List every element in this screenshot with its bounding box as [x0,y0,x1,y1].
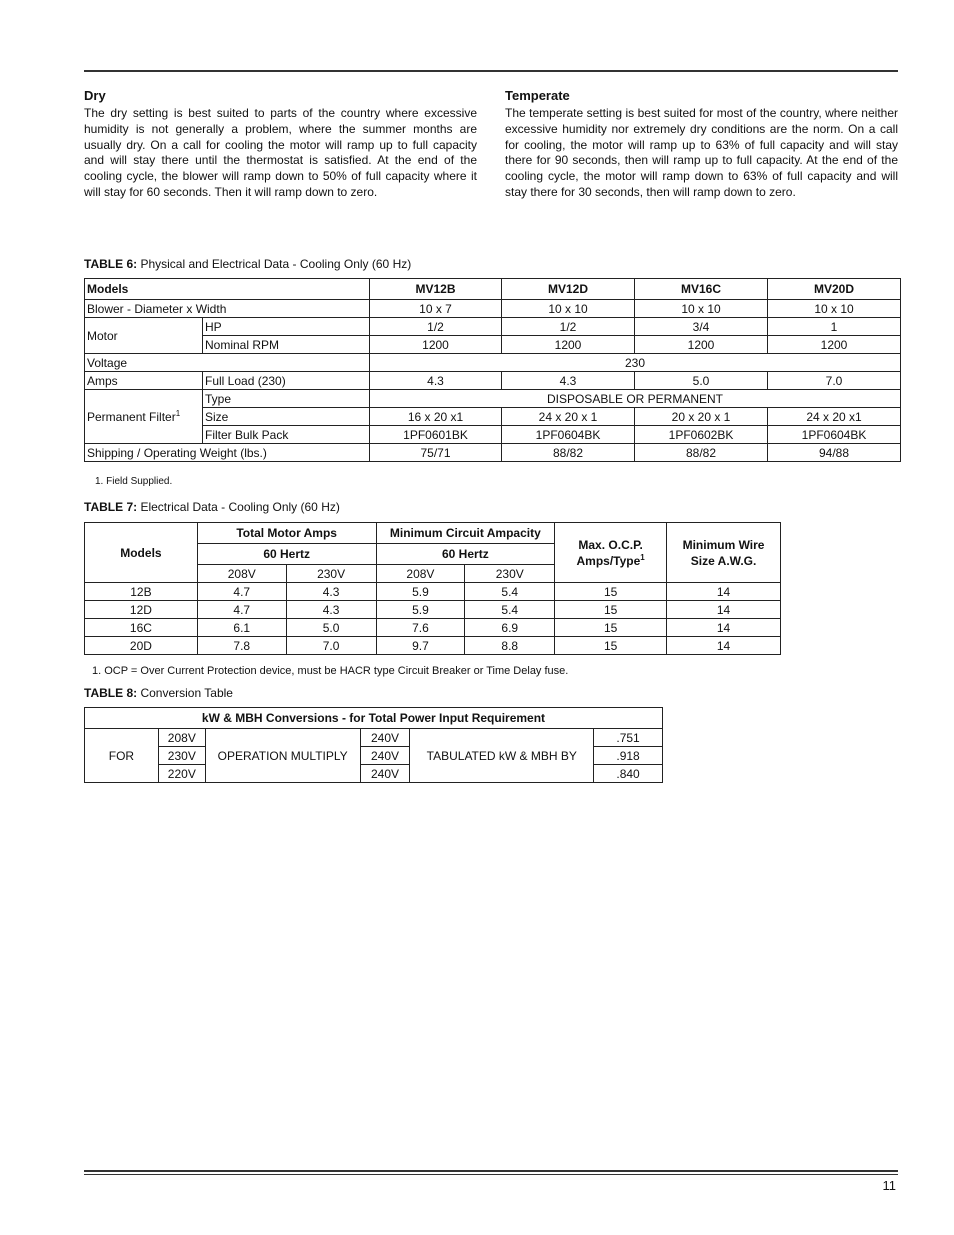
table-row [85,637,781,655]
t6-hp-label: HP [203,318,370,336]
t7-cell: 14 [667,601,781,619]
t7-voltage-header: 208V [376,565,465,583]
table6-label: TABLE 6: [84,257,138,271]
t6-cell: 1PF0604BK [502,426,635,444]
t6-filter-label [85,390,203,444]
t7-cell: 5.9 [376,583,465,601]
t6-model: MV16C [635,279,768,300]
t6-type-value: DISPOSABLE OR PERMANENT [370,390,901,408]
t6-filter-sup: 1 [175,408,181,418]
t6-bulk-label: Filter Bulk Pack [203,426,370,444]
t6-model: MV20D [768,279,901,300]
t6-models-header: Models [85,279,370,300]
t7-cell: 14 [667,637,781,655]
table6-caption [84,257,411,271]
t6-voltage-value: 230 [370,354,901,372]
t7-cell: 5.0 [286,619,376,637]
t7-voltage-header: 230V [286,565,376,583]
t6-cell: 3/4 [635,318,768,336]
t7-ocp-line2-text: Amps/Type [576,553,641,568]
t7-cell: 4.3 [286,601,376,619]
t6-size-label: Size [203,408,370,426]
t7-ocp-line1: Max. O.C.P. [578,537,643,552]
t6-cell: 75/71 [370,444,502,462]
t6-cell: 20 x 20 x 1 [635,408,768,426]
t7-ocp-line2 [557,553,664,569]
t8-header: kW & MBH Conversions - for Total Power Input Requirement [85,708,663,729]
t6-cell: 10 x 10 [502,300,635,318]
t8-for: FOR [85,729,159,783]
t7-mca-header: Minimum Circuit Ampacity [376,523,555,544]
t6-cell: 7.0 [768,372,901,390]
t8-voltage: 208V [158,729,205,747]
page-number: 11 [882,1178,896,1193]
t6-cell: 1/2 [370,318,502,336]
table8-title: Conversion Table [140,686,233,700]
t7-cell: 14 [667,619,781,637]
t6-cell: 1 [768,318,901,336]
t7-ocp-sup: 1 [640,552,645,562]
t7-voltage-header: 208V [197,565,286,583]
t6-cell: 16 x 20 x1 [370,408,502,426]
t8-voltage: 240V [360,747,410,765]
temperate-body: The temperate setting is best suited for most of the country, where neither excessive humidity nor extremely dry conditions are the norm. On a call for cooling, the motor will ramp up to 63% of full capacity and will stay there for 90 seconds, then will ramp up to full capacity. At the end of the cooling cycle, the motor will ramp down to 63% of full capacity and will stay there for 30 seconds, then will ramp down to zero. [505,106,898,199]
t6-cell: 1200 [370,336,502,354]
temperate-section [505,88,898,201]
t6-motor-label: Motor [85,318,203,354]
t7-model: 20D [85,637,198,655]
t6-cell: 4.3 [502,372,635,390]
t7-tma-header: Total Motor Amps [197,523,376,544]
t6-cell: 1200 [502,336,635,354]
table6-footnote: 1. Field Supplied. [95,476,173,487]
t7-cell: 5.4 [465,601,555,619]
bottom-rule [84,1170,898,1172]
t6-cell: 88/82 [635,444,768,462]
t7-model: 12B [85,583,198,601]
t6-cell: 1PF0601BK [370,426,502,444]
t6-cell: 1PF0604BK [768,426,901,444]
t7-cell: 7.8 [197,637,286,655]
t8-factor: .918 [594,747,663,765]
t7-model: 16C [85,619,198,637]
t8-factor: .751 [594,729,663,747]
t6-filter-text: Permanent Filter [87,409,176,424]
t6-cell: 10 x 7 [370,300,502,318]
t7-wire-header [667,523,781,583]
dry-body: The dry setting is best suited to parts of the country where excessive humidity is not generally a problem, where the summer months are usually dry. On a call for cooling the motor will ramp up to full capacity and will stay there until the thermostat is satisfied. At the end of the cooling cycle, the blower will ramp down to 50% of full capacity where it will stay for 60 seconds. Then it will ramp down to zero. [84,106,477,199]
t7-cell: 9.7 [376,637,465,655]
t7-cell: 5.9 [376,601,465,619]
t6-cell: 10 x 10 [768,300,901,318]
top-rule [84,70,898,72]
table-row [85,619,781,637]
t7-voltage-header: 230V [465,565,555,583]
t8-voltage: 240V [360,765,410,783]
t6-weight-label: Shipping / Operating Weight (lbs.) [85,444,370,462]
t6-model: MV12B [370,279,502,300]
table7-footnote: 1. OCP = Over Current Protection device, must be HACR type Circuit Breaker or Time Delay fuse. [92,665,569,677]
t6-voltage-label: Voltage [85,354,370,372]
t7-cell: 7.0 [286,637,376,655]
table7-label: TABLE 7: [84,500,138,514]
t8-voltage: 240V [360,729,410,747]
t7-wire-line2: Size A.W.G. [690,553,757,568]
t7-hz-header: 60 Hertz [197,544,376,565]
t6-rpm-label: Nominal RPM [203,336,370,354]
table7-title: Electrical Data - Cooling Only (60 Hz) [140,500,340,514]
t6-cell: 1200 [768,336,901,354]
t6-cell: 5.0 [635,372,768,390]
t6-cell: 1200 [635,336,768,354]
t8-voltage: 230V [158,747,205,765]
t7-cell: 6.1 [197,619,286,637]
bottom-rule-thin [84,1174,898,1175]
t7-cell: 4.7 [197,601,286,619]
t7-cell: 4.3 [286,583,376,601]
t7-cell: 8.8 [465,637,555,655]
table6 [84,278,901,462]
t8-factor: .840 [594,765,663,783]
table6-title: Physical and Electrical Data - Cooling Only (60 Hz) [140,257,412,271]
table-row [85,583,781,601]
t8-operation: OPERATION MULTIPLY [205,729,360,783]
t6-fla-label: Full Load (230) [203,372,370,390]
temperate-heading: Temperate [505,88,570,103]
t7-cell: 14 [667,583,781,601]
t6-type-label: Type [203,390,370,408]
t6-cell: 1/2 [502,318,635,336]
t7-model: 12D [85,601,198,619]
t7-wire-line1: Minimum Wire [682,537,765,552]
t6-cell: 1PF0602BK [635,426,768,444]
t7-cell: 7.6 [376,619,465,637]
t6-cell: 10 x 10 [635,300,768,318]
t6-cell: 94/88 [768,444,901,462]
t8-voltage: 220V [158,765,205,783]
t6-model: MV12D [502,279,635,300]
t6-cell: 24 x 20 x 1 [502,408,635,426]
t7-cell: 15 [555,619,667,637]
t6-cell: 88/82 [502,444,635,462]
t8-tabulated: TABULATED kW & MBH BY [410,729,594,783]
t6-amps-label: Amps [85,372,203,390]
t6-blower-label: Blower - Diameter x Width [85,300,370,318]
table8-caption [84,686,233,700]
t7-cell: 15 [555,637,667,655]
t7-ocp-header [555,523,667,583]
table7-caption [84,500,340,514]
t7-cell: 15 [555,601,667,619]
t7-cell: 5.4 [465,583,555,601]
table8-label: TABLE 8: [84,686,138,700]
t6-cell: 4.3 [370,372,502,390]
dry-section [84,88,477,201]
t7-models-header: Models [85,523,198,583]
dry-heading: Dry [84,88,106,103]
t7-cell: 4.7 [197,583,286,601]
table7 [84,522,781,655]
table8 [84,707,663,783]
table-row [85,601,781,619]
t6-cell: 24 x 20 x1 [768,408,901,426]
t7-hz-header: 60 Hertz [376,544,555,565]
t7-cell: 6.9 [465,619,555,637]
t7-cell: 15 [555,583,667,601]
